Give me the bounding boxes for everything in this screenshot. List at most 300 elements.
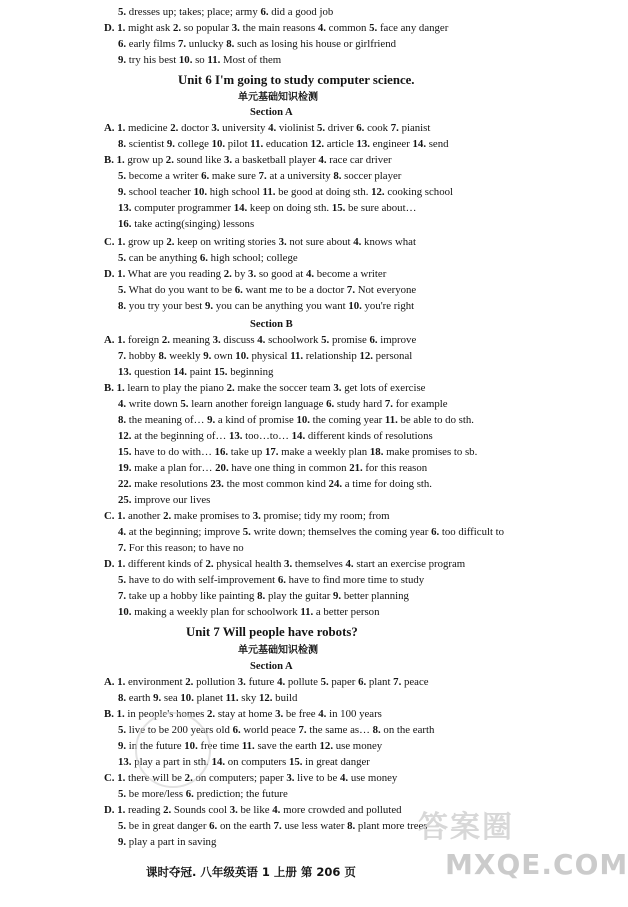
answer-text: driver [325, 122, 357, 134]
item-number: 17. [264, 446, 279, 458]
answer-text: prediction; the future [193, 788, 288, 800]
item-number: 2. [163, 804, 172, 816]
answer-text: paint [187, 366, 214, 378]
answer-text: doctor [178, 122, 212, 134]
answer-text: physical health [213, 558, 285, 570]
answer-text: keep on doing sth. [247, 202, 332, 214]
answer-text: the coming year [309, 414, 385, 426]
answer-text: physical [248, 350, 291, 362]
answer-text: soccer player [341, 170, 402, 182]
item-number: 16. [118, 218, 132, 230]
item-number: 15. [214, 366, 228, 378]
answer-line [146, 866, 356, 880]
answer-text: use money [348, 772, 398, 784]
answer-text: be like [237, 804, 273, 816]
item-number: 13. [118, 756, 132, 768]
item-number: 4. [257, 334, 266, 346]
answer-text: different kinds of [125, 558, 206, 570]
answer-line [118, 430, 433, 443]
answer-text: pianist [398, 122, 431, 134]
item-number: 2. [184, 772, 193, 784]
item-number: 14. [291, 430, 306, 442]
answer-text: What are you reading [125, 268, 224, 280]
item-number: 9. [118, 54, 127, 66]
item-number: 3. [284, 558, 293, 570]
answer-text: future [245, 676, 278, 688]
answer-text: plant [366, 676, 394, 688]
answer-text: play a part in sth. [131, 756, 212, 768]
item-number: 13. [228, 430, 243, 442]
answer-text: make promises to sb. [383, 446, 478, 458]
item-number: 8. [333, 170, 342, 182]
answer-line [104, 22, 448, 35]
item-number: 9. [333, 590, 342, 602]
answer-text: reading [125, 804, 164, 816]
watermark-stamp [135, 712, 211, 788]
answer-line [104, 154, 392, 167]
item-number: 10. [235, 350, 249, 362]
answer-text: make promises to [171, 510, 253, 522]
answer-text: schoolwork [265, 334, 322, 346]
item-number: 8. [118, 300, 127, 312]
answer-line [118, 38, 396, 51]
answer-text: play a part in saving [126, 836, 217, 848]
unit-text: Unit 7 Will people have robots? [186, 625, 358, 639]
answer-line [118, 202, 416, 215]
answer-text: grow up [124, 154, 166, 166]
answer-line [118, 606, 379, 619]
item-number: 5. [316, 122, 326, 134]
item-number: 2. [163, 510, 172, 522]
answer-text: you try your best [126, 300, 205, 312]
answer-text: sky [238, 692, 259, 704]
answer-text: free time [197, 740, 242, 752]
answer-line [118, 574, 424, 587]
answer-text: improve [377, 334, 417, 346]
item-number: 5. [118, 170, 127, 182]
item-number: 2. [172, 22, 182, 34]
answer-text: the same as… [306, 724, 373, 736]
answer-text: use less water [281, 820, 348, 832]
answer-text: improve our lives [131, 494, 211, 506]
answer-text: so popular [181, 22, 232, 34]
answer-text: Sounds cool [171, 804, 230, 816]
item-number: 5. [118, 724, 127, 736]
answer-text: common [325, 22, 370, 34]
answer-text: beginning [227, 366, 274, 378]
answer-text: play the guitar [265, 590, 334, 602]
item-number: 9. [118, 186, 127, 198]
item-number: 6. [260, 6, 269, 18]
answer-line [104, 804, 402, 817]
answer-text: university [219, 122, 269, 134]
answer-text: personal [372, 350, 413, 362]
item-number: D. 1. [104, 558, 126, 570]
answer-text: face any danger [377, 22, 449, 34]
answer-text: education [263, 138, 311, 150]
answer-text: at a university [266, 170, 334, 182]
answer-text: learn to play the piano [124, 382, 227, 394]
item-number: 2. [205, 558, 214, 570]
item-number: 16. [214, 446, 229, 458]
answer-text: start an exercise program [353, 558, 466, 570]
answer-text: world peace [240, 724, 299, 736]
item-number: 9. [207, 414, 216, 426]
answer-line [118, 446, 477, 459]
answer-text: more crowded and polluted [280, 804, 402, 816]
item-number: 10. [184, 740, 198, 752]
cn-text: 单元基础知识检测 [238, 92, 318, 103]
item-number: 6. [185, 788, 194, 800]
item-number: B. 1. [104, 708, 125, 720]
answer-text: question [131, 366, 174, 378]
answer-line [118, 138, 449, 151]
answer-text: What do you want to be [126, 284, 235, 296]
answer-text: scientist [126, 138, 167, 150]
answer-text: for this reason [362, 462, 428, 474]
item-number: 5. [118, 284, 127, 296]
item-number: 12. [118, 430, 132, 442]
answer-line [118, 366, 273, 379]
item-number: 9. [153, 692, 162, 704]
answer-text: high school; college [207, 252, 298, 264]
answer-text: use money [333, 740, 383, 752]
item-number: 21. [349, 462, 363, 474]
item-number: 8. [118, 692, 127, 704]
answer-text: send [426, 138, 449, 150]
item-number: 7. [393, 676, 402, 688]
answer-text: different kinds of resolutions [305, 430, 433, 442]
answer-text: have one thing in common [228, 462, 350, 474]
answer-text: For this reason; to have no [126, 542, 244, 554]
answer-text: discuss [220, 334, 258, 346]
item-number: 13. [118, 202, 132, 214]
answer-text: make a weekly plan [278, 446, 370, 458]
answer-text: stay at home [215, 708, 276, 720]
answer-line [104, 708, 382, 721]
answer-text: relationship [303, 350, 360, 362]
item-number: 3. [333, 382, 342, 394]
answer-text: on the earth [217, 820, 274, 832]
item-number: A. 1. [104, 676, 126, 688]
answer-text: article [324, 138, 357, 150]
answer-line [118, 6, 333, 19]
answer-text: unlucky [186, 38, 227, 50]
item-number: 12. [371, 186, 385, 198]
item-number: 4. [305, 268, 315, 280]
item-number: 8. [158, 350, 167, 362]
item-number: 10. [211, 138, 226, 150]
sec-text: Section A [250, 107, 293, 118]
answer-text: at the beginning; improve [126, 526, 243, 538]
item-number: 9. [118, 836, 127, 848]
item-number: D. 1. [104, 22, 126, 34]
item-number: A. 1. [104, 334, 126, 346]
item-number: 5. [242, 526, 251, 538]
item-number: 9. [118, 740, 127, 752]
answer-text: hobby [126, 350, 159, 362]
item-number: 6. [232, 724, 241, 736]
answer-text: make a plan for… [131, 462, 216, 474]
answer-line [104, 268, 386, 281]
item-number: 13. [356, 138, 370, 150]
answer-line [178, 74, 415, 88]
sec-text: Section B [250, 319, 293, 330]
answer-text: peace [401, 676, 429, 688]
item-number: 15. [331, 202, 346, 214]
answer-text: cook [364, 122, 391, 134]
item-number: 9. [204, 300, 214, 312]
answer-text: sound like [173, 154, 224, 166]
answer-text: plant more trees [355, 820, 428, 832]
item-number: 7. [258, 170, 267, 182]
answer-line [118, 170, 401, 183]
item-number: 4. [340, 772, 349, 784]
answer-text: promise [329, 334, 370, 346]
footer-text: 课时夺冠. 八年级英语 1 上册 第 206 页 [146, 865, 356, 879]
item-number: 7. [298, 724, 307, 736]
item-number: 3. [224, 154, 233, 166]
answer-line [118, 836, 216, 849]
answer-text: the main reasons [239, 22, 318, 34]
item-number: 11. [225, 692, 239, 704]
item-number: 2. [207, 708, 216, 720]
answer-text: make sure [209, 170, 259, 182]
answer-text: take up a hobby like painting [126, 590, 258, 602]
answer-text: school teacher [126, 186, 194, 198]
answer-text: race car driver [326, 154, 392, 166]
answer-line [238, 91, 318, 104]
item-number: 2. [161, 334, 170, 346]
item-number: 3. [286, 772, 295, 784]
item-number: 8. [118, 414, 127, 426]
answer-text: making a weekly plan for schoolwork [131, 606, 301, 618]
answer-text: pollute [285, 676, 321, 688]
item-number: 2. [223, 268, 232, 280]
answer-text: high school [207, 186, 263, 198]
item-number: 11. [241, 740, 255, 752]
answer-text: early films [126, 38, 178, 50]
item-number: 12. [319, 740, 334, 752]
item-number: D. 1. [104, 268, 126, 280]
answer-text: take acting(singing) lessons [131, 218, 255, 230]
item-number: 5. [118, 820, 127, 832]
item-number: C. 1. [104, 510, 126, 522]
answer-text: by [231, 268, 249, 280]
answer-text: medicine [125, 122, 171, 134]
item-number: 8. [118, 138, 127, 150]
answer-line [118, 218, 254, 231]
item-number: 5. [118, 252, 127, 264]
answer-text: live to be [294, 772, 341, 784]
answer-text: another [125, 510, 164, 522]
answer-line [250, 660, 293, 673]
answer-line [118, 462, 427, 475]
item-number: 3. [231, 22, 240, 34]
item-number: 10. [180, 692, 194, 704]
answer-text: college [175, 138, 212, 150]
item-number: 10. [118, 606, 132, 618]
answer-text: meaning [169, 334, 213, 346]
answer-text: so [192, 54, 208, 66]
answer-line [238, 644, 318, 657]
answer-line [118, 542, 244, 555]
answer-text: you can be anything you want [213, 300, 349, 312]
answer-text: in the future [126, 740, 185, 752]
item-number: 2. [165, 154, 174, 166]
answer-text: study hard [334, 398, 385, 410]
answer-text: can be anything [126, 252, 200, 264]
item-number: 3. [212, 334, 221, 346]
answer-line [118, 54, 281, 67]
answer-text: be free [283, 708, 319, 720]
item-number: 5. [369, 22, 378, 34]
item-number: 6. [234, 284, 243, 296]
item-number: 7. [390, 122, 399, 134]
answer-text: promise; tidy my room; from [260, 510, 390, 522]
item-number: 4. [318, 154, 327, 166]
item-number: 10. [348, 300, 362, 312]
item-number: 5. [118, 788, 127, 800]
answer-text: the most common kind [223, 478, 329, 490]
answer-text: such as losing his house or girlfriend [234, 38, 397, 50]
item-number: 5. [118, 6, 127, 18]
item-number: 4. [268, 122, 277, 134]
answer-text: try his best [126, 54, 179, 66]
item-number: 14. [211, 756, 226, 768]
answer-line [118, 398, 448, 411]
answer-text: own [211, 350, 236, 362]
item-number: 14. [412, 138, 427, 150]
answer-text: planet [193, 692, 226, 704]
sec-text: Section A [250, 661, 293, 672]
answer-text: learn another foreign language [188, 398, 327, 410]
item-number: 3. [211, 122, 220, 134]
item-number: 12. [310, 138, 325, 150]
answer-text: Not everyone [355, 284, 417, 296]
item-number: 6. [369, 334, 378, 346]
item-number: 19. [118, 462, 132, 474]
item-number: 5. [321, 334, 330, 346]
item-number: 8. [372, 724, 381, 736]
answer-text: sea [161, 692, 181, 704]
answer-line [104, 122, 430, 135]
item-number: 20. [215, 462, 229, 474]
item-number: 5. [320, 676, 329, 688]
answer-text: too…to… [242, 430, 292, 442]
item-number: A. 1. [104, 122, 126, 134]
answer-text: a basketball player [232, 154, 319, 166]
item-number: 3. [275, 708, 284, 720]
answer-line [104, 510, 390, 523]
item-number: 10. [296, 414, 310, 426]
answer-text: become a writer [126, 170, 202, 182]
answer-line [118, 252, 298, 265]
item-number: 11. [290, 350, 304, 362]
item-number: 6. [209, 820, 218, 832]
item-number: 2. [170, 122, 179, 134]
item-number: 6. [118, 38, 127, 50]
item-number: 14. [233, 202, 248, 214]
item-number: B. 1. [104, 154, 125, 166]
answer-line [118, 478, 432, 491]
answer-text: engineer [369, 138, 413, 150]
answer-text: the meaning of… [126, 414, 208, 426]
item-number: 6. [431, 526, 440, 538]
answer-text: weekly [166, 350, 204, 362]
item-number: 7. [118, 542, 127, 554]
answer-text: take up [228, 446, 265, 458]
answer-line [118, 300, 414, 313]
item-number: 12. [359, 350, 373, 362]
answer-text: be good at doing sth. [275, 186, 372, 198]
item-number: 24. [328, 478, 343, 490]
item-number: 11. [300, 606, 314, 618]
answer-line [118, 494, 210, 507]
item-number: D. 1. [104, 804, 126, 816]
item-number: 6. [358, 676, 367, 688]
answer-line [118, 414, 474, 427]
answer-text: computer programmer [131, 202, 234, 214]
item-number: 3. [237, 676, 246, 688]
item-number: 15. [288, 756, 303, 768]
item-number: 7. [273, 820, 282, 832]
answer-text: cooking school [384, 186, 453, 198]
answer-text: for example [393, 398, 448, 410]
item-number: 7. [118, 350, 127, 362]
answer-text: dresses up; takes; place; army [126, 6, 261, 18]
item-number: 11. [207, 54, 221, 66]
answer-text: did a good job [268, 6, 334, 18]
answer-text: in 100 years [326, 708, 382, 720]
item-number: 18. [369, 446, 384, 458]
answer-line [104, 334, 416, 347]
item-number: 25. [118, 494, 132, 506]
item-number: B. 1. [104, 382, 125, 394]
answer-text: get lots of exercise [341, 382, 426, 394]
answer-text: you're right [361, 300, 415, 312]
answer-text: on the earth [380, 724, 435, 736]
answer-line [250, 318, 293, 331]
item-number: 2. [226, 382, 235, 394]
item-number: 10. [178, 54, 193, 66]
answer-text: there will be [125, 772, 185, 784]
item-number: 12. [258, 692, 273, 704]
item-number: 4. [118, 398, 127, 410]
item-number: 8. [347, 820, 356, 832]
item-number: 8. [226, 38, 235, 50]
answer-text: be more/less [126, 788, 186, 800]
item-number: 5. [118, 574, 127, 586]
answer-text: be able to do sth. [397, 414, 474, 426]
item-number: 4. [353, 236, 362, 248]
answer-text: themselves [292, 558, 346, 570]
item-number: 4. [272, 804, 281, 816]
answer-line [118, 788, 288, 801]
answer-text: a time for doing sth. [342, 478, 433, 490]
item-number: 5. [180, 398, 189, 410]
item-number: 8. [257, 590, 266, 602]
answer-text: in people's homes [124, 708, 208, 720]
item-number: 2. [166, 236, 175, 248]
item-number: 13. [118, 366, 132, 378]
item-number: 6. [356, 122, 365, 134]
answer-line [104, 236, 416, 249]
item-number: 3. [248, 268, 257, 280]
watermark-logo-top: 答案圈 [418, 810, 514, 845]
answer-text: better planning [341, 590, 409, 602]
item-number: 7. [177, 38, 187, 50]
